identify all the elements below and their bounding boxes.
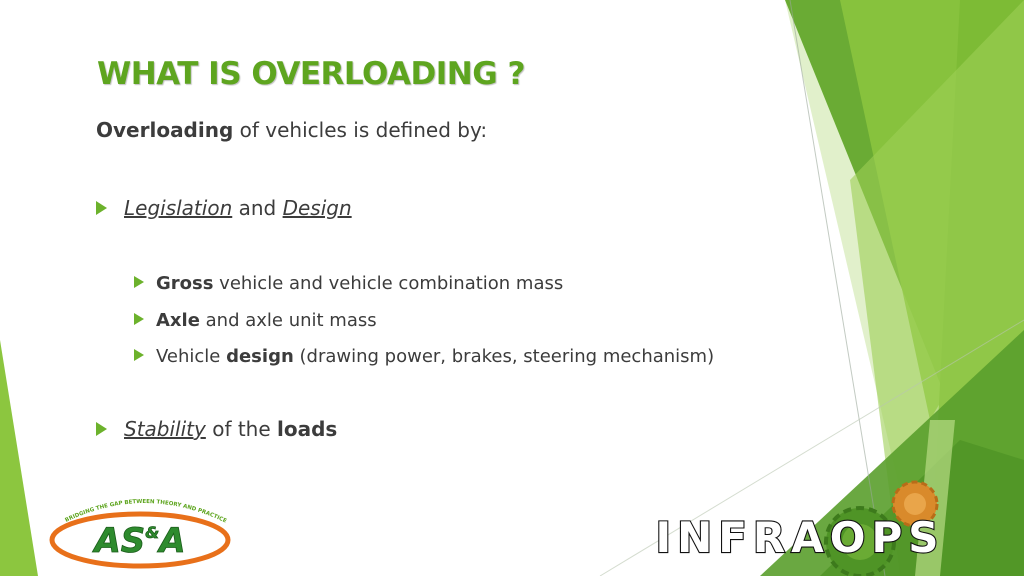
intro-text	[96, 118, 487, 142]
intro-rest: of vehicles is defined by:	[233, 118, 488, 142]
triangle-bullet-icon	[134, 313, 144, 325]
subbullet-axle	[134, 310, 377, 331]
triangle-bullet-icon	[96, 422, 107, 436]
bullet-stability-bold: loads	[277, 417, 338, 441]
asa-logo	[44, 492, 244, 572]
bullet-legislation: Legislation	[124, 196, 233, 220]
bullet-legislation-design	[96, 196, 352, 220]
subbullet-gross-rest: vehicle and vehicle combination mass	[213, 273, 564, 294]
bullet-and: and	[232, 196, 283, 220]
subbullet-gross	[134, 273, 563, 294]
bullet-stability-mid: of the	[205, 417, 278, 441]
bullet-stability-ital: Stability	[124, 417, 206, 441]
asa-tagline: BRIDGING THE GAP BETWEEN THEORY AND PRACTICE	[64, 498, 228, 525]
subbullet-design-bold: design	[226, 346, 294, 367]
subbullet-design-rest: (drawing power, brakes, steering mechanism)	[293, 346, 715, 367]
bullet-design: Design	[282, 196, 352, 220]
infraops-wordmark: INFRAOPS	[655, 513, 945, 562]
triangle-bullet-icon	[96, 201, 107, 215]
intro-bold: Overloading	[96, 118, 234, 142]
infraops-logo	[600, 480, 1000, 576]
subbullet-axle-bold: Axle	[156, 310, 200, 331]
triangle-bullet-icon	[134, 276, 144, 288]
triangle-bullet-icon	[134, 349, 144, 361]
subbullet-vehicle-design	[134, 346, 714, 367]
bullet-stability	[96, 417, 337, 441]
subbullet-axle-rest: and axle unit mass	[199, 310, 377, 331]
page-title: WHAT IS OVERLOADING ?	[97, 56, 525, 92]
subbullet-gross-bold: Gross	[156, 273, 214, 294]
subbullet-design-pre: Vehicle	[156, 346, 227, 367]
asa-mark: AS&A	[94, 521, 186, 561]
